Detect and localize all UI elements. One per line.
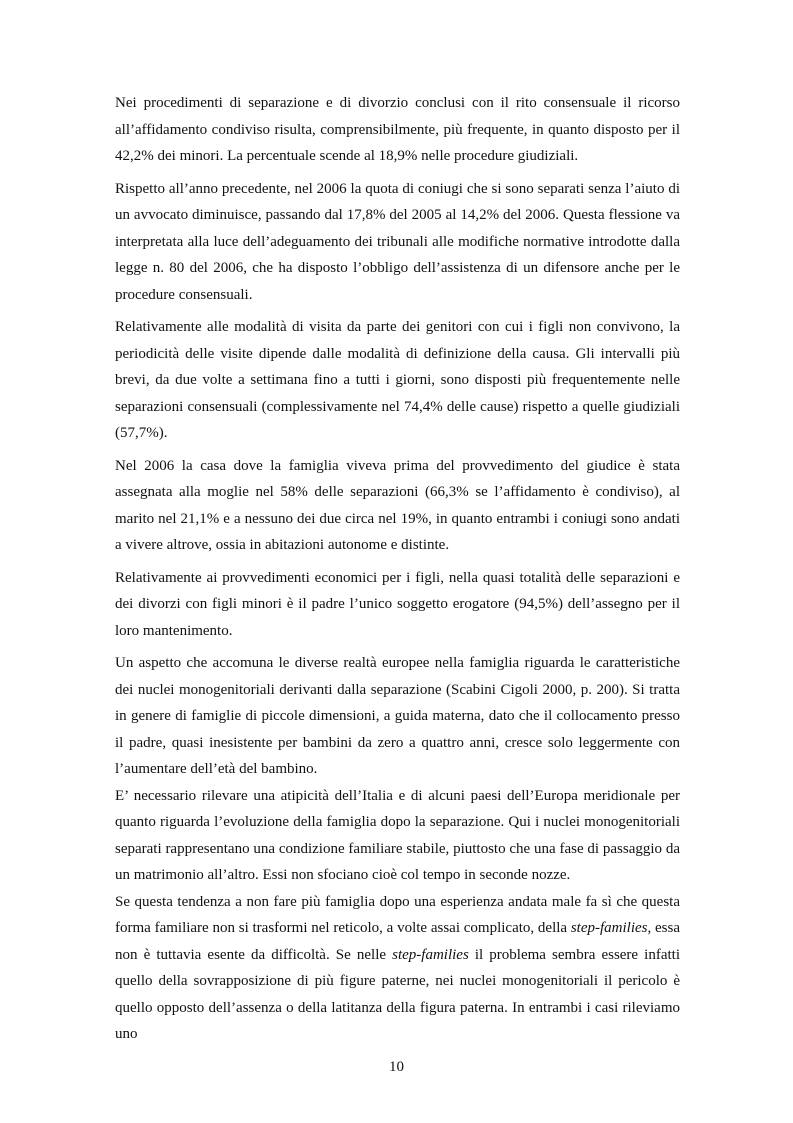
paragraph-1: Nei procedimenti di separazione e di divorzio conclusi con il rito consensuale il ricorso all’affidamento condiviso risulta, comprensibilmente, più frequente, in quanto disposto per il 42,2% dei minori. La percentuale scende al 18,9% nelle procedure giudiziali. [115,95,680,164]
paragraph-8-italic-2: step-families [392,946,469,963]
paragraph-4: Nel 2006 la casa dove la famiglia viveva prima del provvedimento del giudice è stata assegnata alla moglie nel 58% delle separazioni (66,3% se l’affidamento è condiviso), al marito nel 21,1% e a nessuno dei due circa nel 19%, in quanto entrambi i coniugi sono andati a vivere altrove, ossia in abitazioni autonome e distinte. [115,457,680,553]
page-number: 10 [389,1059,404,1075]
paragraph-5: Relativamente ai provvedimenti economici per i figli, nella quasi totalità delle separazioni e dei divorzi con figli minori è il padre l’unico soggetto erogatore (94,5%) dell’assegno per il loro mantenimento. [115,569,680,639]
paragraph-8-italic-1: step-families [570,920,648,936]
paragraph-8-text-3: il problema sembra essere infatti quello della sovrapposizione di più figure paterne, nei nuclei monogenitoriali il pericolo è quello opposto dell’assenza o della latitanza della figura paterna. In entrambi i casi rileviamo uno [115,946,680,1042]
paragraph-8-text-1: Se questa tendenza a non fare più famiglia dopo una esperienza andata male fa sì che questa forma familiare non si trasformi nel reticolo, a volte assai complicato, della [115,893,680,936]
paragraph-7: E’ necessario rilevare una atipicità dell’Italia e di alcuni paesi dell’Europa meridionale per quanto riguarda l’evoluzione della famiglia dopo la separazione. Qui i nuclei monogenitoriali separati rappresentano una condizione familiare stabile, piuttosto che una fase di passaggio da un matrimonio all’altro. Essi non sfociano cioè col tempo in seconde nozze. [115,787,680,883]
paragraph-8-text-2: , essa non è tuttavia esente da difficoltà. Se nelle [115,920,680,963]
body-text [115,90,680,1048]
paragraph-2: Rispetto all’anno precedente, nel 2006 la quota di coniugi che si sono separati senza l’aiuto di un avvocato diminuisce, passando dal 17,8% del 2005 al 14,2% del 2006. Questa flessione va interpretata alla luce dell’adeguamento dei tribunali alle modifiche normative introdotte dalla legge n. 80 del 2006, che ha disposto l’obbligo dell’assistenza di un difensore anche per le procedure consensuali. [115,180,680,303]
paragraph-6: Un aspetto che accomuna le diverse realtà europee nella famiglia riguarda le caratteristiche dei nuclei monogenitoriali derivanti dalla separazione (Scabini Cigoli 2000, p. 200). Si tratta in genere di famiglie di piccole dimensioni, a guida materna, dato che il collocamento presso il padre, quasi inesistente per bambini da zero a quattro anni, cresce solo leggermente con l’aumentare dell’età del bambino. [115,655,680,777]
paragraph-3: Relativamente alle modalità di visita da parte dei genitori con cui i figli non convivono, la periodicità delle visite dipende dalle modalità di definizione della causa. Gli intervalli più brevi, da due volte a settimana fino a tutti i giorni, sono disposti più frequentemente nelle separazioni consensuali (complessivamente nel 74,4% delle cause) rispetto a quelle giudiziali (57,7%). [115,319,680,441]
paragraph-8 [115,889,680,1048]
